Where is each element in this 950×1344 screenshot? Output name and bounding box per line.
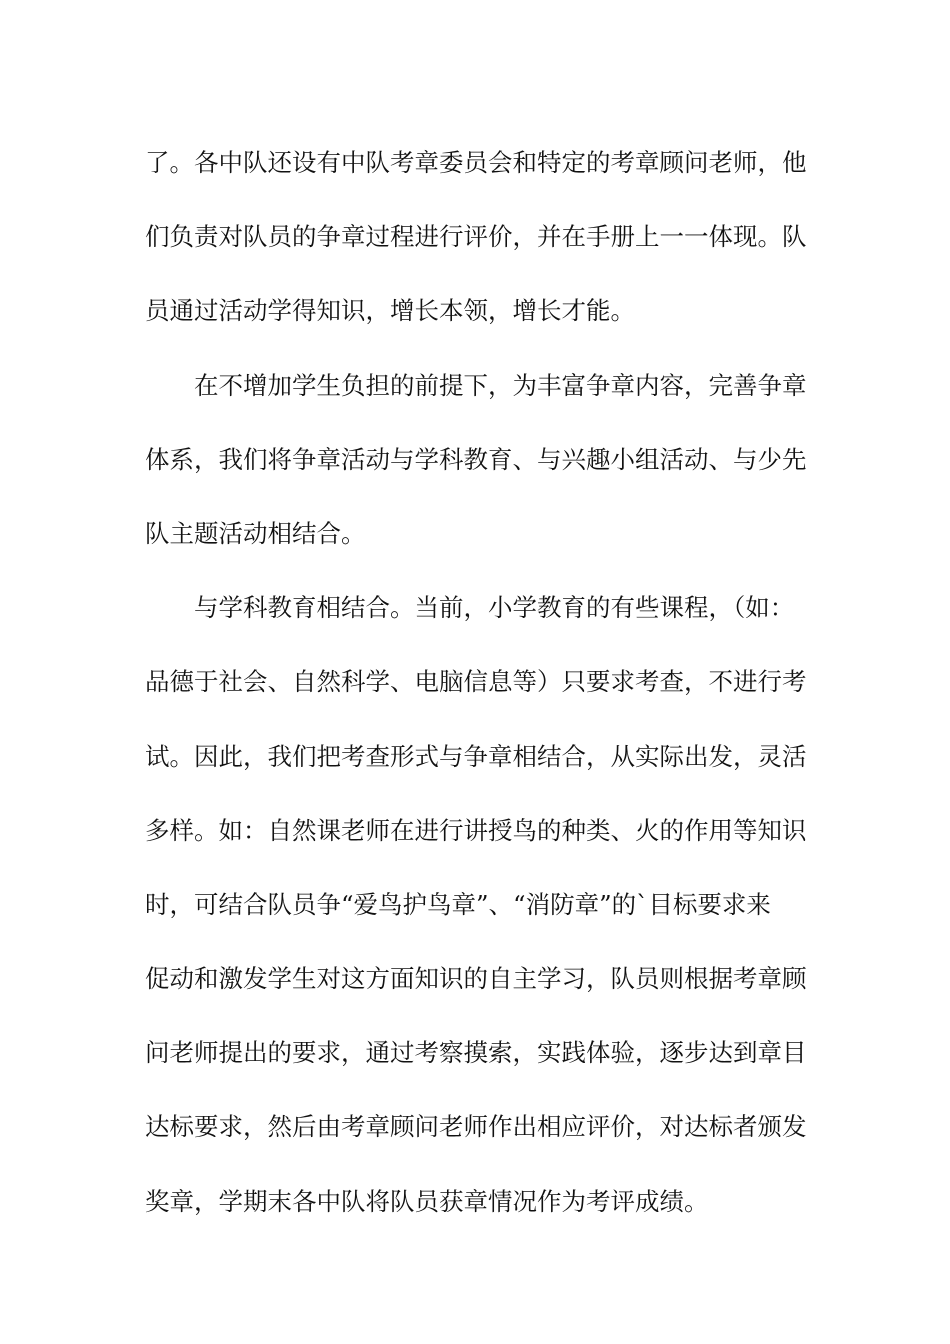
text-line: 时，可结合队员争“爱鸟护鸟章”、“消防章”的`目标要求来	[145, 889, 771, 919]
text-line: 试。因此，我们把考查形式与争章相结合，从实际出发，灵活	[145, 741, 807, 771]
text-line: 促动和激发学生对这方面知识的自主学习，队员则根据考章顾	[145, 964, 807, 994]
text-line: 了。各中队还设有中队考章委员会和特定的考章顾问老师，他	[145, 148, 807, 177]
text-line: 多样。如：自然课老师在进行讲授鸟的种类、火的作用等知识	[145, 815, 807, 845]
document-body	[145, 126, 815, 1239]
text-line: 队主题活动相结合。	[145, 518, 366, 548]
text-line: 问老师提出的要求，通过考察摸索，实践体验，逐步达到章目	[145, 1038, 807, 1068]
text-line: 奖章，学期末各中队将队员获章情况作为考评成绩。	[145, 1186, 709, 1216]
paragraph-start-line: 在不增加学生负担的前提下，为丰富争章内容，完善争章	[194, 370, 807, 400]
text-line: 达标要求，然后由考章顾问老师作出相应评价，对达标者颁发	[145, 1112, 807, 1142]
text-line: 体系，我们将争章活动与学科教育、与兴趣小组活动、与少先	[145, 444, 807, 474]
paragraph-start-line: 与学科教育相结合。当前，小学教育的有些课程，（如：	[194, 593, 795, 623]
text-line: 们负责对队员的争章过程进行评价，并在手册上一一体现。队	[145, 222, 807, 252]
text-line: 员通过活动学得知识，增长本领，增长才能。	[145, 296, 635, 326]
text-line: 品德于社会、自然科学、电脑信息等）只要求考查，不进行考	[145, 667, 807, 697]
